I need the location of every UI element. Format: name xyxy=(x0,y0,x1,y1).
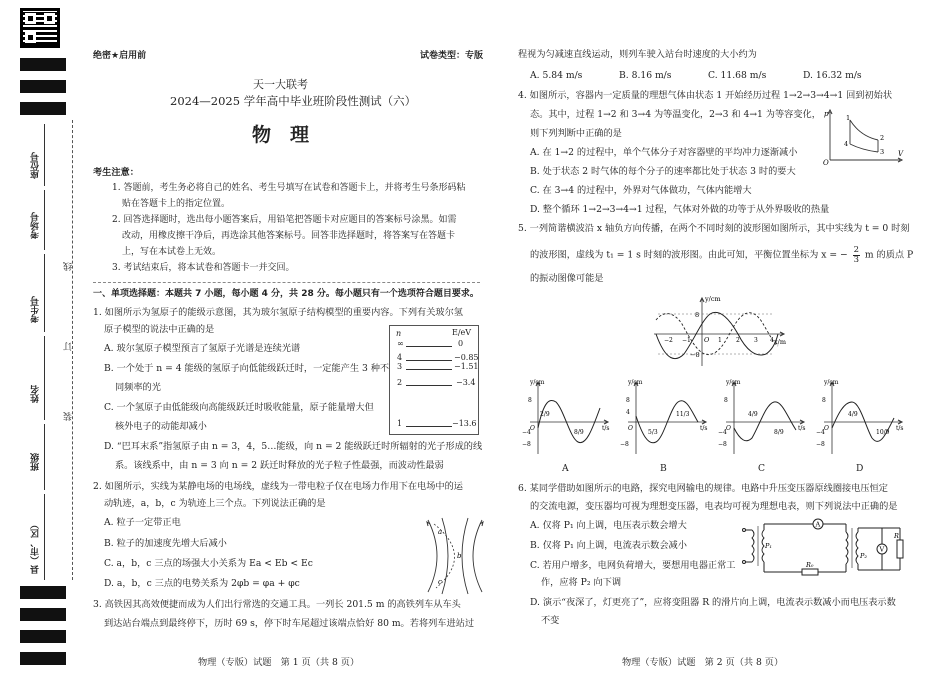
y-axis-label: y/cm xyxy=(628,379,643,386)
notes-heading: 考生注意： xyxy=(93,167,139,178)
t-tick: 2/9 xyxy=(540,411,550,418)
vibration-curve xyxy=(538,400,600,442)
q5-option-graph-c xyxy=(716,378,808,458)
v-axis-label: V xyxy=(898,150,904,158)
name-label: 姓名 xyxy=(31,385,41,403)
option-letter: B xyxy=(660,463,667,474)
q5-stem xyxy=(530,246,913,264)
y-tick: 8 xyxy=(822,397,826,404)
q6-option-a: A. 仅将 P₁ 向上调，电压表示数会增大 xyxy=(530,520,687,531)
x-tick: 3 xyxy=(754,337,758,344)
pv-diagram xyxy=(820,108,904,166)
level-e: −13.6 xyxy=(452,419,477,428)
origin-label: O xyxy=(824,425,829,432)
y-tick: −4 xyxy=(522,429,531,436)
state-3-label: 3 xyxy=(880,148,885,156)
black-bar xyxy=(20,58,66,71)
level-n: 2 xyxy=(397,378,403,387)
y-axis-label: y/cm xyxy=(726,379,741,386)
q1-stem: 原子模型的说法中正确的是 xyxy=(104,324,215,335)
y-tick: −8 xyxy=(522,441,531,448)
q1-option-a: A. 玻尔氢原子模型预言了氢原子光谱是连续光谱 xyxy=(104,343,301,354)
blank-line xyxy=(44,190,45,250)
student-number-label: 考生号 xyxy=(31,296,41,323)
level-n: 3 xyxy=(397,362,403,371)
q6-option-d: D. 演示“夜深了，灯更亮了”，应将变阻器 R 的滑片向上调，电流表示数减小而电压表示数 xyxy=(530,597,896,608)
q6-option-b: B. 仅将 P₁ 向上调，电流表示数会减小 xyxy=(530,540,687,551)
footer-page-2: 物理（专版）试题 第 2 页（共 8 页） xyxy=(622,657,784,668)
q2-option-c: C. a，b，c 三点的场强大小关系为 Ea < Eb < Ec xyxy=(104,558,313,569)
q5-option-graph-d xyxy=(814,378,906,458)
blank-line xyxy=(44,494,45,580)
x-tick: 1 xyxy=(718,337,722,344)
section-heading: 一、单项选择题：本题共 7 小题，每小题 4 分，共 28 分。每小题只有一个选项符合题目要求。 xyxy=(93,289,479,299)
q1-option-b: 同频率的光 xyxy=(115,382,161,393)
x-axis-label: x/m xyxy=(774,338,787,346)
y-tick: −8 xyxy=(816,441,825,448)
state-1-label: 1 xyxy=(846,114,851,122)
black-bar xyxy=(20,652,66,665)
black-bar xyxy=(20,608,66,621)
r0-resistor xyxy=(802,569,818,575)
level-line xyxy=(406,360,452,361)
q4-option-d: D. 整个循环 1→2→3→4→1 过程，气体对外做的功等于从外界吸收的热量 xyxy=(530,204,830,215)
blank-line xyxy=(44,124,45,186)
q6-option-d: 不变 xyxy=(541,615,560,626)
subject-title: 物 理 xyxy=(252,124,310,146)
y-tick: 4 xyxy=(626,409,630,416)
q6-option-c: C. 若用户增多，电网负荷增大，要想用电器正常工 xyxy=(530,560,736,571)
q5-stem: 5. 一列简谐横波沿 x 轴负方向传播，在两个不同时刻的波形图如图所示，其中实线为 t = 0 时刻 xyxy=(518,223,910,234)
transmission-circuit xyxy=(742,518,906,582)
origin-label: O xyxy=(628,425,633,432)
y-axis-label: y/cm xyxy=(530,379,545,386)
vibration-curve xyxy=(734,402,796,441)
fraction-numerator: 2 xyxy=(853,245,859,255)
t-tick: 11/3 xyxy=(676,411,690,418)
q3-option-b: B. 8.16 m/s xyxy=(619,70,672,81)
origin-label: O xyxy=(726,425,731,432)
option-letter: A xyxy=(562,463,569,474)
binding-strip xyxy=(0,0,88,688)
q5-stem-part: 的波形图，虚线为 t₁ = 1 s 时刻的波形图。由此可知，平衡位置坐标为 x = − xyxy=(530,249,848,261)
q5-wave-graph xyxy=(650,290,790,370)
electric-field-diagram xyxy=(424,516,486,596)
binding-mark-zhuang: 装 xyxy=(64,412,74,421)
blank-line xyxy=(44,424,45,490)
secret-label: 绝密★启用前 xyxy=(93,51,147,61)
energy-axis-label: E/eV xyxy=(452,328,472,337)
exam-room-label: 考场号 xyxy=(31,212,41,239)
x-tick: 2 xyxy=(736,337,740,344)
seat-number-label: 座位号 xyxy=(31,152,41,179)
q5-option-graph-b xyxy=(618,378,710,458)
t-tick: 8/9 xyxy=(774,429,784,436)
black-bar xyxy=(20,80,66,93)
x-axis-label: t/s xyxy=(700,425,708,432)
x-tick: −2 xyxy=(664,337,673,344)
y-tick: −8 xyxy=(620,441,629,448)
fraction-denominator: 3 xyxy=(853,254,859,265)
level-e: −1.51 xyxy=(454,362,479,371)
q1-option-c: C. 一个氢原子由低能级向高能级跃迁时吸收能量，原子能量增大但 xyxy=(104,402,374,413)
level-e: −3.4 xyxy=(456,378,476,387)
note-line: 上，写在本试卷上无效。 xyxy=(122,247,222,257)
q1-option-d: D. “巴耳末系”指氢原子由 n = 3，4，5…能级，向 n = 2 能级跃迁时所辐射的光子形成的线 xyxy=(104,441,483,452)
level-e: −0.85 xyxy=(454,353,479,362)
q1-stem: 1. 如图所示为氢原子的能级示意图，其为玻尔氢原子结构模型的重要内容。下列有关玻尔氢 xyxy=(93,307,463,318)
q5-option-graph-a xyxy=(520,378,612,458)
r-label: R xyxy=(894,532,899,540)
black-bar xyxy=(20,586,66,599)
q3-option-c: C. 11.68 m/s xyxy=(708,70,767,81)
x-tick: −1 xyxy=(682,337,691,344)
q5-stem-part: m 的质点 P xyxy=(864,249,914,261)
county-label: 县（市、区） xyxy=(31,520,41,574)
q4-option-b: B. 处于状态 2 时气体的每个分子的速率都比处于状态 3 时的要大 xyxy=(530,166,796,177)
blank-line xyxy=(44,336,45,420)
load-rheostat xyxy=(897,540,903,558)
y-axis-label: y/cm xyxy=(824,379,839,386)
q2-stem: 动轨迹，a，b，c 为轨迹上三个点。下列说法正确的是 xyxy=(104,498,326,509)
y-neg-label: −8 xyxy=(690,351,700,359)
y-tick: −8 xyxy=(718,441,727,448)
t-tick: 8/9 xyxy=(574,429,584,436)
blank-line xyxy=(44,254,45,332)
footer-page-1: 物理（专版）试题 第 1 页（共 8 页） xyxy=(198,657,360,668)
point-c-label: c xyxy=(438,578,442,586)
fraction xyxy=(853,246,860,264)
y-axis-label: y/cm xyxy=(705,295,721,303)
level-e: 0 xyxy=(458,339,464,348)
q4-option-c: C. 在 3→4 的过程中，外界对气体做功，气体内能增大 xyxy=(530,185,752,196)
y-tick: 8 xyxy=(528,397,532,404)
ammeter-label: A xyxy=(815,520,821,529)
black-bar xyxy=(20,102,66,115)
level-n: ∞ xyxy=(397,339,404,348)
energy-level-diagram xyxy=(389,325,479,435)
state-2-label: 2 xyxy=(880,134,885,142)
binding-mark-xian: 线 xyxy=(64,262,74,271)
level-line xyxy=(406,369,452,370)
exam-title: 2024—2025 学年高中毕业班阶段性测试（六） xyxy=(170,94,417,108)
q4-stem: 态。其中，过程 1→2 和 3→4 为等温变化，2→3 和 4→1 为等容变化， xyxy=(530,109,821,120)
origin-label: O xyxy=(704,336,710,344)
q4-stem: 4. 如图所示，容器内一定质量的理想气体由状态 1 开始经历过程 1→2→3→4→1 回到初始状 xyxy=(518,90,893,101)
note-line: 3. 考试结束后，将本试卷和答题卡一并交回。 xyxy=(112,263,295,273)
note-line: 贴在答题卡上的指定位置。 xyxy=(122,199,231,209)
point-b-label: b xyxy=(457,552,462,560)
q3-option-d: D. 16.32 m/s xyxy=(803,70,862,81)
q2-option-d: D. a，b，c 三点的电势关系为 2φb = φa + φc xyxy=(104,578,300,589)
y-tick: −4 xyxy=(816,429,825,436)
t-tick: 10/9 xyxy=(876,429,890,436)
q1-option-c: 核外电子的动能却减小 xyxy=(115,421,207,432)
y-tick: 8 xyxy=(724,397,728,404)
q3-stem: 到达站台端点到最终停下，历时 69 s，停下时车尾超过该端点恰好 80 m。若将列车进站过 xyxy=(104,618,475,629)
x-axis-label: t/s xyxy=(896,425,904,432)
option-letter: C xyxy=(758,463,766,474)
level-n: 1 xyxy=(397,419,403,428)
org-name: 天一大联考 xyxy=(253,78,308,91)
level-line xyxy=(406,426,452,427)
t-tick: 4/9 xyxy=(848,411,858,418)
voltmeter-label: V xyxy=(879,545,885,554)
note-line: 改动，用橡皮擦干净后，再选涂其他答案标号。回答非选择题时，将答案写在答题卡 xyxy=(122,231,456,241)
black-bar xyxy=(20,630,66,643)
t-tick: 5/3 xyxy=(648,429,658,436)
origin-label: O xyxy=(823,159,829,166)
q4-stem: 则下列判断中正确的是 xyxy=(530,128,622,139)
origin-label: O xyxy=(530,425,535,432)
level-n: 4 xyxy=(397,353,403,362)
x-axis-label: t/s xyxy=(798,425,806,432)
q3-stem: 3. 高铁因其高效便捷而成为人们出行常选的交通工具。一列长 201.5 m 的高铁列车从车头 xyxy=(93,599,461,610)
n-axis-label: n xyxy=(396,329,402,338)
t-tick: 4/9 xyxy=(748,411,758,418)
q1-option-d: 系。该线系中，由 n = 3 向 n = 2 跃迁时释放的光子粒子性最强，而波动性最弱 xyxy=(115,460,444,471)
r0-label: R₀ xyxy=(806,561,814,569)
q2-option-b: B. 粒子的加速度先增大后减小 xyxy=(104,538,227,549)
p-axis-label: p xyxy=(824,110,829,118)
y-pos-label: 8 xyxy=(695,311,700,319)
note-line: 2. 回答选择题时，选出每小题答案后，用铅笔把答题卡对应题目的答案标号涂黑。如需 xyxy=(112,215,457,225)
divider xyxy=(93,282,480,283)
q3-option-a: A. 5.84 m/s xyxy=(530,70,583,81)
state-4-label: 4 xyxy=(844,140,849,148)
note-line: 1. 答题前，考生务必将自己的姓名、考生号填写在试卷和答题卡上，并将考生号条形码粘 xyxy=(112,183,466,193)
p1-label: P₁ xyxy=(765,542,772,550)
x-tick: 4 xyxy=(770,337,774,344)
q4-option-a: A. 在 1→2 的过程中，单个气体分子对容器壁的平均冲力逐渐减小 xyxy=(530,147,798,158)
y-tick: 8 xyxy=(626,397,630,404)
q5-stem: 的振动图像可能是 xyxy=(530,273,604,284)
q6-stem: 的交流电源，变压器均可视为理想变压器，电表均可视为理想电表，则下列说法中正确的是 xyxy=(530,501,898,512)
level-line xyxy=(406,385,452,386)
q6-option-c: 作，应将 P₂ 向下调 xyxy=(541,577,622,588)
option-letter: D xyxy=(856,463,864,474)
qr-code xyxy=(20,8,60,48)
paper-type: 试卷类型：专版 xyxy=(420,51,484,61)
q2-stem: 2. 如图所示，实线为某静电场的电场线，虚线为一带电粒子仅在电场力作用下在电场中的运 xyxy=(93,481,463,492)
x-axis-label: t/s xyxy=(602,425,610,432)
q6-stem: 6. 某同学借助如图所示的电路，探究电网输电的规律。电路中升压变压器原线圈接电压恒定 xyxy=(518,483,888,494)
q1-option-b: B. 一个处于 n = 4 能级的氢原子向低能级跃迁时，一定能产生 3 种不 xyxy=(104,363,390,374)
p2-label: P₂ xyxy=(860,552,867,560)
class-label: 班级 xyxy=(31,453,41,471)
binding-mark-ding: 订 xyxy=(64,342,74,351)
q3-stem: 程视为匀减速直线运动，则列车驶入站台时速度的大小约为 xyxy=(518,49,757,60)
q2-option-a: A. 粒子一定带正电 xyxy=(104,517,181,528)
point-a-label: a xyxy=(438,528,443,536)
level-line xyxy=(406,346,452,347)
y-tick: −4 xyxy=(718,429,727,436)
